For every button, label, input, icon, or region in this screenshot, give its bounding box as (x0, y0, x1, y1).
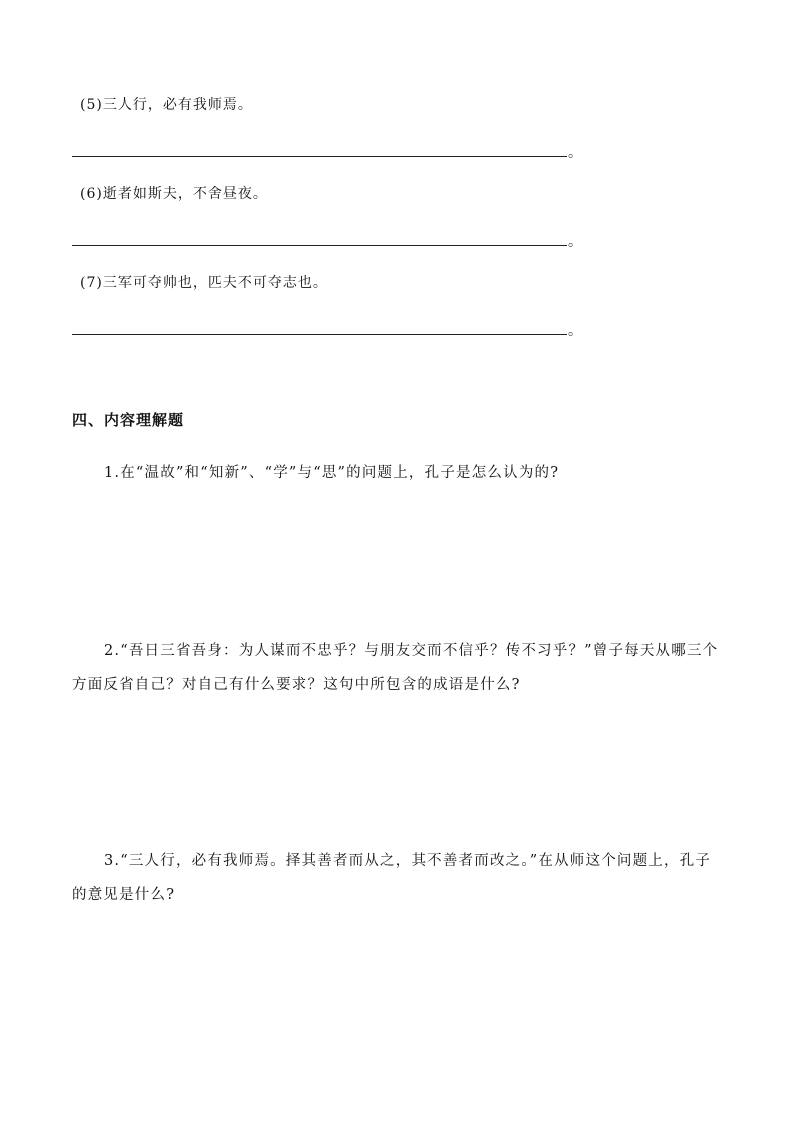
question-2: 2.“吾日三省吾身：为人谋而不忠乎？与朋友交而不信乎？传不习乎？”曾子每天从哪三个方面反省自己？对自己有什么要求？这句中所包含的成语是什么? (72, 643, 719, 693)
answer-line-end-mark: 。 (568, 234, 582, 250)
translation-item-5: (5)三人行，必有我师焉。 (80, 97, 253, 113)
answer-line-7[interactable] (72, 334, 567, 335)
translation-item-6: (6)逝者如斯夫，不舍昼夜。 (80, 186, 268, 202)
question-1: 1.在“温故”和“知新”、“学”与“思”的问题上，孔子是怎么认为的? (104, 465, 560, 481)
answer-line-end-mark: 。 (568, 323, 582, 339)
question-3: 3.“三人行，必有我师焉。择其善者而从之，其不善者而改之。”在从师这个问题上，孔子的意见是什么? (72, 853, 712, 903)
answer-line-6[interactable] (72, 245, 567, 246)
section-title: 四、内容理解题 (72, 411, 185, 429)
translation-item-7: (7)三军可夺帅也，匹夫不可夺志也。 (80, 275, 328, 291)
answer-line-end-mark: 。 (568, 145, 582, 161)
answer-line-5[interactable] (72, 156, 567, 157)
